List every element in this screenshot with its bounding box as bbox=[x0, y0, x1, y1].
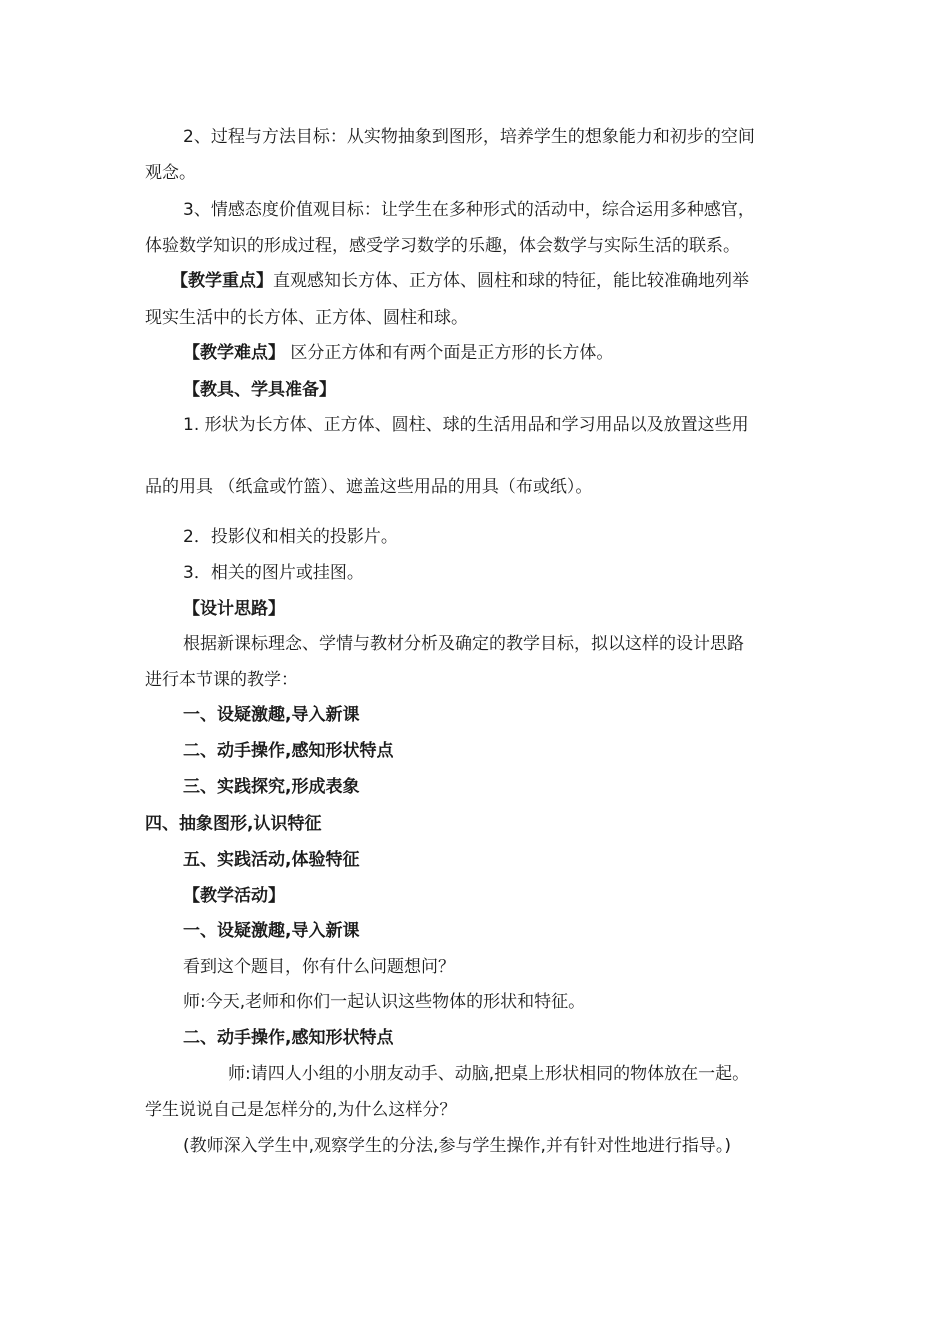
tools-item-2: 2．投影仪和相关的投影片。 bbox=[183, 527, 398, 547]
process-goal-line-2: 观念。 bbox=[145, 163, 196, 183]
tools-item-1-line-1: 1. 形状为长方体、正方体、圆柱、球的生活用品和学习用品以及放置这些用 bbox=[183, 415, 749, 435]
difficulty-line bbox=[183, 341, 613, 365]
outline-item-4: 四、抽象图形,认识特征 bbox=[145, 814, 322, 834]
activity-1-heading: 一、设疑激趣,导入新课 bbox=[183, 921, 360, 941]
difficulty-text: 区分正方体和有两个面是正方形的长方体。 bbox=[285, 343, 614, 363]
process-goal-line-1: 2、过程与方法目标：从实物抽象到图形，培养学生的想象能力和初步的空间 bbox=[183, 127, 755, 147]
key-point-line-2: 现实生活中的长方体、正方体、圆柱和球。 bbox=[145, 308, 468, 328]
tools-item-1-line-2: 品的用具 （纸盒或竹篮）、遮盖这些用品的用具（布或纸）。 bbox=[145, 477, 593, 497]
activity-1-line-2: 师:今天,老师和你们一起认识这些物体的形状和特征。 bbox=[183, 992, 586, 1012]
outline-item-2: 二、动手操作,感知形状特点 bbox=[183, 741, 394, 761]
activity-2-line-1: 师:请四人小组的小朋友动手、动脑,把桌上形状相同的物体放在一起。 bbox=[228, 1064, 750, 1084]
tools-item-3: 3．相关的图片或挂图。 bbox=[183, 563, 364, 583]
design-heading: 【设计思路】 bbox=[183, 599, 285, 619]
key-point-label: 【教学重点】 bbox=[171, 271, 273, 291]
tools-heading: 【教具、学具准备】 bbox=[183, 380, 336, 400]
design-text-line-2: 进行本节课的教学： bbox=[145, 670, 298, 690]
key-point-text: 直观感知长方体、正方体、圆柱和球的特征，能比较准确地列举 bbox=[273, 271, 749, 291]
emotion-goal-line-1: 3、情感态度价值观目标：让学生在多种形式的活动中，综合运用多种感官， bbox=[183, 200, 755, 220]
outline-item-5: 五、实践活动,体验特征 bbox=[183, 850, 360, 870]
activity-heading: 【教学活动】 bbox=[183, 886, 285, 906]
outline-item-3: 三、实践探究,形成表象 bbox=[183, 777, 360, 797]
key-point-line-1 bbox=[171, 269, 749, 293]
activity-1-line-1: 看到这个题目，你有什么问题想问？ bbox=[183, 957, 455, 977]
activity-2-heading: 二、动手操作,感知形状特点 bbox=[183, 1028, 394, 1048]
difficulty-label: 【教学难点】 bbox=[183, 343, 285, 363]
outline-item-1: 一、设疑激趣,导入新课 bbox=[183, 705, 360, 725]
emotion-goal-line-2: 体验数学知识的形成过程，感受学习数学的乐趣，体会数学与实际生活的联系。 bbox=[145, 236, 740, 256]
design-text-line-1: 根据新课标理念、学情与教材分析及确定的教学目标，拟以这样的设计思路 bbox=[183, 634, 744, 654]
activity-2-line-2: 学生说说自己是怎样分的,为什么这样分？ bbox=[145, 1100, 457, 1120]
activity-2-line-3: (教师深入学生中,观察学生的分法,参与学生操作,并有针对性地进行指导。) bbox=[183, 1136, 731, 1156]
